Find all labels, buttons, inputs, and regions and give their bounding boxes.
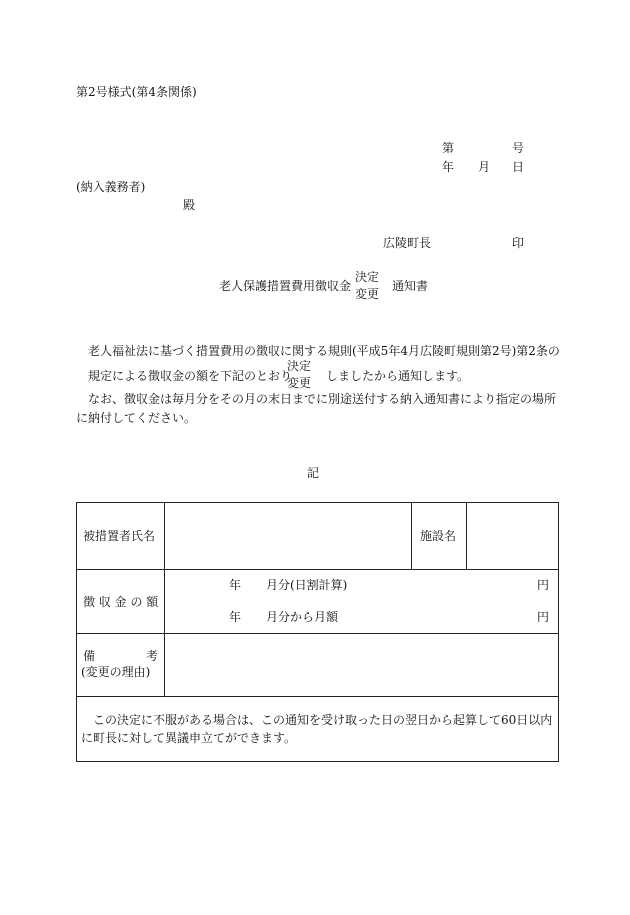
recipient-name-value[interactable] bbox=[165, 503, 412, 570]
form-number: 第2号様式(第4条関係) bbox=[76, 85, 197, 99]
title-option-change: 変更 bbox=[355, 287, 380, 301]
title-option-stack bbox=[355, 269, 379, 303]
remarks-value[interactable] bbox=[165, 634, 559, 697]
details-table bbox=[76, 502, 559, 762]
issuer-name: 広陵町長 bbox=[383, 236, 432, 250]
issuer-seal: 印 bbox=[512, 236, 525, 250]
notice-line1: この決定に不服がある場合は、この通知を受け取った日の翌日から起算して60日以内 bbox=[93, 713, 553, 727]
body-para2-line1: なお、徴収金は毎月分をその月の末日までに別途送付する納入通知書により指定の場所 bbox=[88, 392, 557, 406]
date-month-label: 月 bbox=[478, 160, 491, 174]
ki-heading: 記 bbox=[307, 466, 320, 480]
amount-line1-yen: 円 bbox=[536, 578, 549, 592]
amount-line1-text: 月分(日割計算) bbox=[266, 578, 348, 592]
table-row-recipient bbox=[77, 503, 559, 570]
remarks-label-char1: 備 bbox=[83, 649, 96, 663]
table-row-notice bbox=[77, 697, 559, 762]
facility-name-label-cell bbox=[412, 503, 467, 570]
date-year-label: 年 bbox=[442, 160, 455, 174]
notice-line2: に町長に対して異議申立てができます。 bbox=[81, 731, 297, 745]
addressee-honorific: 殿 bbox=[183, 198, 196, 212]
document-title-suffix: 通知書 bbox=[392, 279, 429, 293]
facility-name-label: 施設名 bbox=[420, 529, 457, 543]
table-row-remarks bbox=[77, 634, 559, 697]
amount-label: 徴 収 金 の 額 bbox=[83, 594, 159, 609]
body-para1-line2-pre: 規定による徴収金の額を下記のとおり bbox=[88, 369, 293, 383]
body-option-stack bbox=[287, 358, 311, 392]
body-para2-line2: に納付してください。 bbox=[76, 411, 197, 425]
body-option-change: 変更 bbox=[287, 376, 312, 390]
doc-number-suffix: 号 bbox=[512, 141, 525, 155]
table-row-amount bbox=[77, 570, 559, 634]
facility-name-value[interactable] bbox=[467, 503, 559, 570]
amount-line2-text: 月分から月額 bbox=[266, 610, 339, 624]
title-option-decision: 決定 bbox=[355, 270, 380, 284]
document-title: 老人保護措置費用徴収金 bbox=[219, 279, 352, 293]
doc-number-prefix: 第 bbox=[442, 141, 455, 155]
recipient-name-label: 被措置者氏名 bbox=[83, 529, 156, 543]
addressee-label: (納入義務者) bbox=[76, 180, 146, 194]
date-day-label: 日 bbox=[512, 160, 525, 174]
recipient-name-label-cell bbox=[77, 503, 165, 570]
remarks-label-cell bbox=[77, 634, 165, 697]
remarks-label-char2: 考 bbox=[145, 649, 158, 663]
amount-line1-year: 年 bbox=[229, 578, 242, 592]
amount-label-cell bbox=[77, 570, 165, 634]
body-para1-line1: 老人福祉法に基づく措置費用の徴収に関する規則(平成5年4月広陵町規則第2号)第2条の bbox=[88, 344, 560, 358]
amount-value-cell bbox=[165, 570, 559, 634]
amount-line2-yen: 円 bbox=[536, 610, 549, 624]
body-option-decision: 決定 bbox=[287, 359, 312, 373]
notice-cell bbox=[77, 697, 559, 762]
body-para1-line2-post: しましたから通知します。 bbox=[326, 369, 470, 383]
remarks-label-sub: (変更の理由) bbox=[81, 665, 151, 679]
amount-line2-year: 年 bbox=[229, 610, 242, 624]
